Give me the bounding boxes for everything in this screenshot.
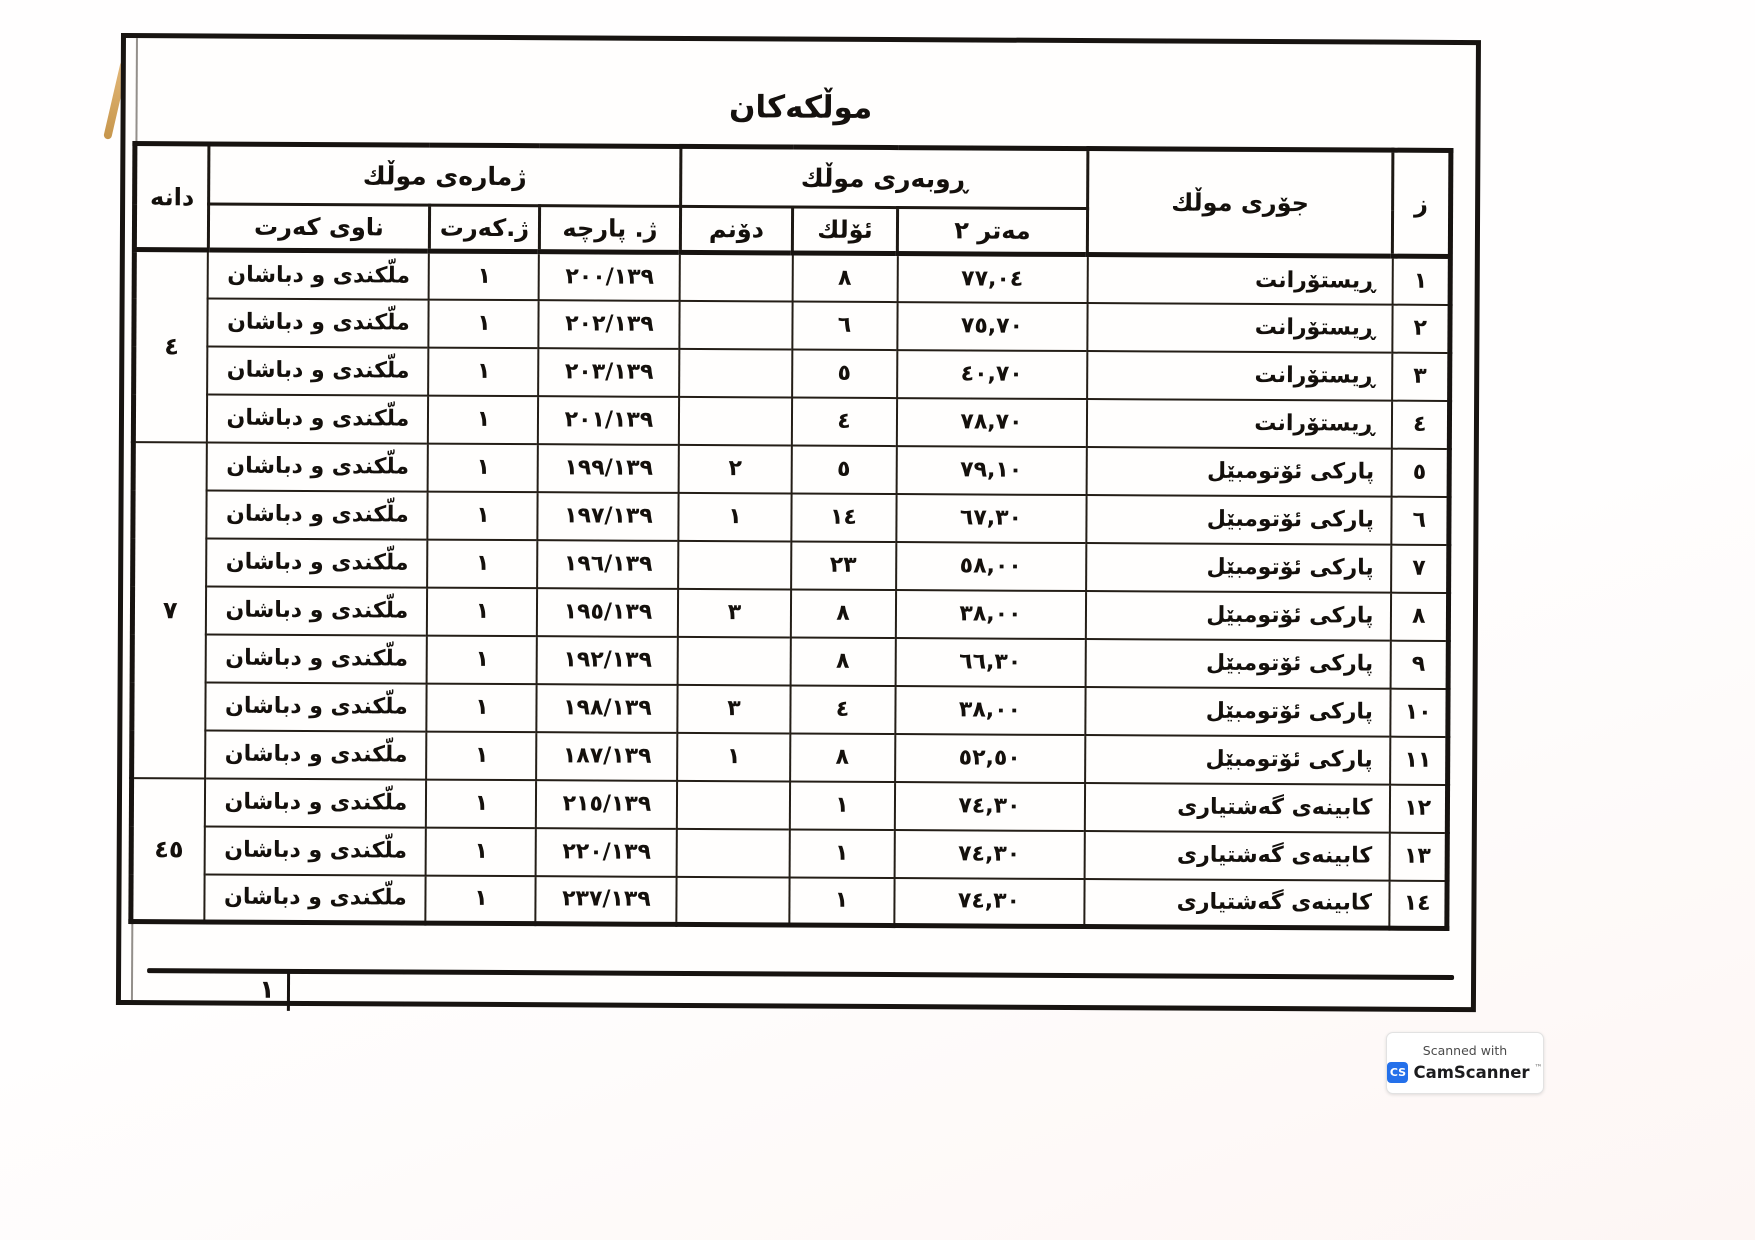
cell-seq: ٧ [1391,544,1449,592]
cell-parcel: ١٩٦/١٣٩ [538,540,679,589]
cell-sector-no: ١ [427,731,537,780]
cell-donum: ١ [678,732,790,781]
cell-sector-no: ١ [427,683,537,732]
cell-sector-name: ملّكندی و دباشان [208,298,429,347]
page-number: ١ [259,974,275,1004]
cell-donum [680,348,792,397]
scanned-with-label: Scanned with [1422,1043,1508,1058]
header-olk: ئۆلك [792,207,897,254]
cell-sector-no: ١ [427,635,537,684]
cell-olk: ٤ [790,685,895,734]
cell-type: كابینەی گەشتیاری [1084,783,1389,833]
cell-type: پارکی ئۆتومبێل [1086,447,1391,497]
cell-donum: ١ [679,492,791,541]
cell-sector-name: ملّكندی و دباشان [208,250,429,299]
document-title: موڵكەكان [728,89,873,126]
cell-type: ڕیستۆرانت [1087,255,1392,305]
cell-parcel: ١٩٨/١٣٩ [537,684,678,733]
cell-m2: ٤٠,٧٠ [897,350,1087,399]
cell-m2: ٦٦,٣٠ [895,638,1085,687]
cell-parcel: ١٩٢/١٣٩ [537,636,678,685]
cell-sector-name: ملّكندی و دباشان [206,634,427,683]
cell-donum [677,828,789,877]
cell-type: كابینەی گەشتیاری [1084,831,1389,881]
header-area-group: ڕوبەری موڵك [681,146,1088,208]
table-row [132,682,1448,737]
cell-type: پارکی ئۆتومبێل [1085,639,1390,689]
header-sector-no: ژ.كەرت [429,205,539,252]
table-row [132,634,1448,689]
cell-olk: ١ [789,877,894,926]
cell-seq: ٥ [1391,448,1449,496]
cell-parcel: ٢٣٧/١٣٩ [536,876,677,925]
cell-sector-no: ١ [429,347,539,396]
cell-parcel: ٢٠٠/١٣٩ [539,252,680,301]
cell-m2: ٧٤,٣٠ [894,878,1084,927]
cell-seq: ١ [1392,256,1450,304]
table-header [134,144,1451,257]
cell-olk: ٨ [790,589,895,638]
cell-olk: ٢٣ [791,541,896,590]
cell-olk: ٤ [791,397,896,446]
table-row [134,250,1450,305]
cell-m2: ٥٢,٥٠ [895,734,1085,783]
cell-m2: ٧٤,٣٠ [894,830,1084,879]
cell-sector-no: ١ [427,587,537,636]
cell-m2: ٥٨,٠٠ [896,542,1086,591]
cell-donum: ٣ [678,588,790,637]
header-count: دانە [134,144,209,250]
cell-type: كابینەی گەشتیاری [1084,879,1389,929]
header-sector-name: ناوی كەرت [208,204,429,251]
header-m2: مەتر ٢ [897,208,1087,255]
cell-sector-name: ملّكندی و دباشان [207,490,428,539]
header-donum: دۆنم [680,206,792,253]
cell-olk: ٦ [792,301,897,350]
cell-parcel: ٢٠٣/١٣٩ [539,348,680,397]
cell-donum [680,252,792,301]
cell-m2: ٣٨,٠٠ [895,686,1085,735]
cell-olk: ١ [789,781,894,830]
cell-sector-name: ملّكندی و دباشان [206,682,427,731]
camscanner-name: CamScanner [1413,1063,1530,1082]
cell-type: پارکی ئۆتومبێل [1085,591,1390,641]
table-row [131,874,1447,929]
cell-parcel: ١٩٥/١٣٩ [537,588,678,637]
cell-olk: ١٤ [791,493,896,542]
cell-olk: ١ [789,829,894,878]
scanned-page [116,33,1481,1012]
cell-donum [680,300,792,349]
cell-donum [679,396,791,445]
cell-sector-name: ملّكندی و دباشان [205,778,426,827]
cell-seq: ١٤ [1389,880,1447,928]
cell-type: ڕیستۆرانت [1086,399,1391,449]
table-row [131,826,1447,881]
header-group-row [135,144,1451,211]
cell-sector-name: ملّكندی و دباشان [207,394,428,443]
cell-sector-name: ملّكندی و دباشان [207,442,428,491]
cell-parcel: ١٨٧/١٣٩ [537,732,678,781]
camscanner-watermark [1386,1032,1544,1094]
cell-seq: ٦ [1391,496,1449,544]
cell-sector-no: ١ [426,779,536,828]
table-row [132,730,1448,785]
cell-seq: ١١ [1390,736,1448,784]
cell-sector-no: ١ [428,539,538,588]
cell-seq: ٣ [1392,352,1450,400]
cell-donum [677,780,789,829]
cell-m2: ٦٧,٣٠ [896,494,1086,543]
cell-olk: ٨ [790,733,895,782]
footer-cell-line [287,973,290,1011]
header-type: جۆری موڵك [1087,149,1393,257]
cell-m2: ٧٨,٧٠ [896,398,1086,447]
table-row [134,298,1450,353]
cell-sector-name: ملّكندی و دباشان [205,826,426,875]
cell-count: ٧ [132,442,208,778]
cell-count: ٤ [133,250,208,442]
cell-donum [678,636,790,685]
table-row [133,394,1449,449]
cell-seq: ٩ [1390,640,1448,688]
cell-parcel: ٢٠١/١٣٩ [538,396,679,445]
table-row [133,538,1449,593]
cell-donum [679,540,791,589]
cell-type: پارکی ئۆتومبێل [1086,543,1391,593]
header-number-group: ژمارەی موڵك [209,144,681,206]
cell-parcel: ٢٢٠/١٣٩ [536,828,677,877]
cell-type: پارکی ئۆتومبێل [1085,735,1390,785]
cell-sector-no: ١ [429,251,539,300]
camscanner-label [1387,1062,1542,1083]
cell-sector-no: ١ [428,491,538,540]
cell-donum [677,876,789,925]
cell-sector-name: ملّكندی و دباشان [206,586,427,635]
table-row [133,490,1449,545]
cell-donum: ٢ [679,444,791,493]
footer-rule [147,968,1454,980]
table-row [133,442,1449,497]
cell-sector-no: ١ [426,875,536,924]
cell-sector-no: ١ [429,299,539,348]
cell-sector-name: ملّكندی و دباشان [208,346,429,395]
cell-m2: ٧٤,٣٠ [894,782,1084,831]
header-seq: ز [1392,150,1451,256]
cell-seq: ١٢ [1389,784,1447,832]
cell-seq: ٤ [1391,400,1449,448]
table-row [131,778,1447,833]
cell-sector-no: ١ [426,827,536,876]
cell-seq: ٢ [1392,304,1450,352]
cell-m2: ٧٧,٠٤ [897,254,1087,303]
properties-table [128,141,1453,931]
cell-type: پارکی ئۆتومبێل [1086,495,1391,545]
table-body [131,250,1451,929]
camscanner-trademark: ™ [1534,1063,1543,1072]
cell-type: ڕیستۆرانت [1087,303,1392,353]
cell-olk: ٥ [791,445,896,494]
header-parcel: ژ. پارچە [539,206,680,253]
table-row [132,586,1448,641]
table-row [134,346,1450,401]
cell-m2: ٧٥,٧٠ [897,302,1087,351]
cell-olk: ٨ [790,637,895,686]
cell-seq: ٨ [1390,592,1448,640]
camscanner-icon: CS [1387,1062,1408,1083]
cell-sector-no: ١ [428,443,538,492]
cell-count: ٤٥ [131,778,206,922]
cell-olk: ٨ [792,253,897,302]
cell-seq: ١٣ [1389,832,1447,880]
cell-seq: ١٠ [1390,688,1448,736]
cell-olk: ٥ [792,349,897,398]
cell-sector-name: ملّكندی و دباشان [205,874,426,923]
cell-parcel: ١٩٩/١٣٩ [538,444,679,493]
cell-parcel: ١٩٧/١٣٩ [538,492,679,541]
cell-m2: ٧٩,١٠ [896,446,1086,495]
cell-type: ڕیستۆرانت [1087,351,1392,401]
cell-parcel: ٢٠٢/١٣٩ [539,300,680,349]
cell-parcel: ٢١٥/١٣٩ [536,780,677,829]
cell-m2: ٣٨,٠٠ [895,590,1085,639]
cell-sector-name: ملّكندی و دباشان [206,730,427,779]
cell-donum: ٣ [678,684,790,733]
cell-sector-name: ملّكندی و دباشان [207,538,428,587]
cell-type: پارکی ئۆتومبێل [1085,687,1390,737]
cell-sector-no: ١ [428,395,538,444]
